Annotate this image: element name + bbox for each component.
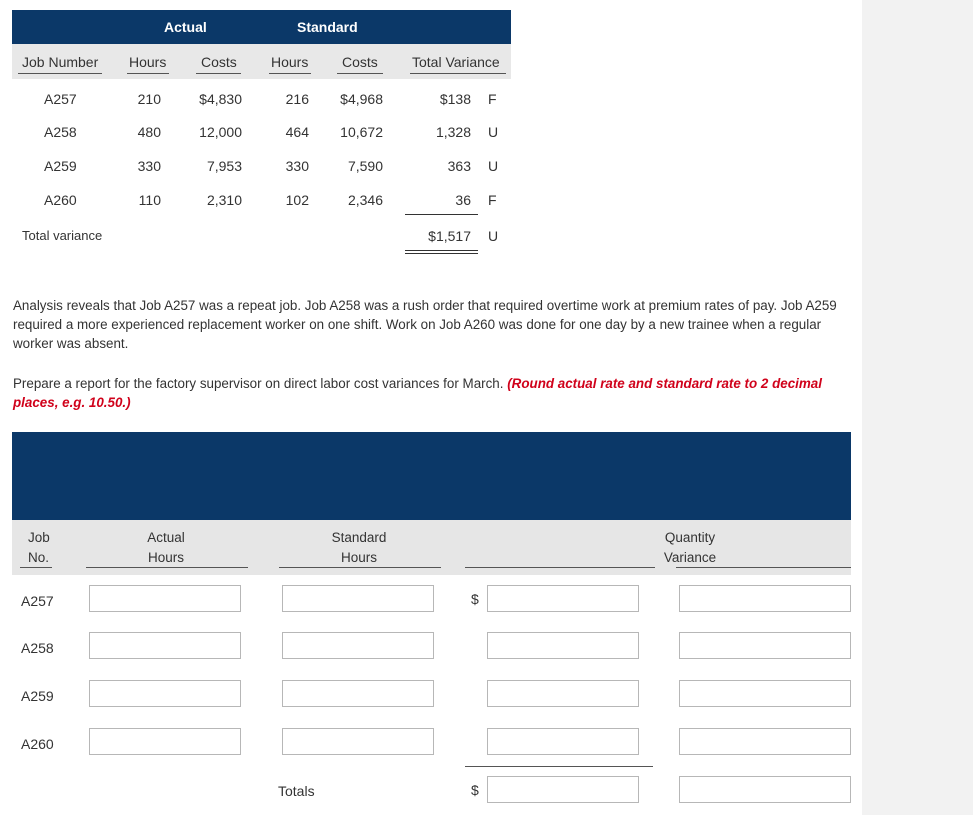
total-variance: 36	[455, 192, 471, 208]
standard-hours: 216	[285, 91, 309, 107]
double-underline	[405, 253, 478, 254]
divider	[20, 567, 52, 568]
right-gutter	[862, 0, 973, 815]
actual-hours: 330	[137, 158, 161, 174]
actual-hours-input[interactable]	[89, 680, 241, 707]
standard-costs: 2,346	[347, 192, 383, 208]
variance-flag: F	[488, 192, 497, 208]
variance-flag: U	[488, 158, 499, 174]
sum-line	[405, 214, 478, 215]
actual-hours-input[interactable]	[89, 728, 241, 755]
top-table-group-header	[12, 10, 511, 44]
divider	[465, 567, 655, 568]
variance-flag-input[interactable]	[679, 680, 851, 707]
col-total-variance: Total Variance	[412, 54, 500, 70]
divider	[127, 73, 169, 74]
col-standard-costs: Costs	[342, 54, 378, 70]
totals-label: Totals	[278, 783, 315, 799]
instruction	[13, 374, 853, 412]
col-job-number: Job Number	[22, 54, 99, 70]
actual-hours-input[interactable]	[89, 632, 241, 659]
col-actual-line2: Hours	[147, 550, 184, 565]
col-job-no-line2: No.	[28, 550, 50, 565]
col-standard-hours-input	[309, 528, 409, 568]
divider	[337, 73, 383, 74]
actual-hours: 480	[137, 124, 161, 140]
standard-hours-input[interactable]	[282, 632, 434, 659]
col-standard-line2: Hours	[340, 550, 377, 565]
total-value: $1,517	[428, 228, 471, 244]
variance-flag-input[interactable]	[679, 728, 851, 755]
total-variance: $138	[439, 91, 471, 107]
job-label: A258	[21, 640, 54, 656]
standard-hours: 464	[285, 124, 309, 140]
divider	[18, 73, 102, 74]
actual-group-header: Actual	[164, 19, 207, 35]
total-variance-flag-input[interactable]	[679, 776, 851, 803]
quantity-variance-input[interactable]	[487, 728, 639, 755]
actual-hours-input[interactable]	[89, 585, 241, 612]
standard-group-header: Standard	[297, 19, 358, 35]
job-label: A259	[21, 688, 54, 704]
actual-costs: 2,310	[206, 192, 242, 208]
quantity-variance-input[interactable]	[487, 585, 639, 612]
col-actual-costs: Costs	[201, 54, 237, 70]
standard-hours-input[interactable]	[282, 728, 434, 755]
actual-costs: $4,830	[199, 91, 242, 107]
total-quantity-variance-input[interactable]	[487, 776, 639, 803]
double-underline	[405, 250, 478, 251]
divider	[269, 73, 311, 74]
job-number: A259	[44, 158, 77, 174]
col-quantity-variance	[640, 528, 740, 568]
instruction-text: Prepare a report for the factory supervisor on direct labor cost variances for March.	[13, 376, 504, 391]
col-quantity-line2: Variance	[663, 550, 717, 565]
totals-sum-line	[465, 766, 653, 767]
divider	[196, 73, 241, 74]
actual-hours: 110	[138, 192, 161, 208]
variance-flag-input[interactable]	[679, 585, 851, 612]
divider	[676, 567, 851, 568]
quantity-variance-input[interactable]	[487, 632, 639, 659]
actual-costs: 7,953	[206, 158, 242, 174]
col-actual-hours-input	[116, 528, 216, 568]
total-variance: 363	[447, 158, 471, 174]
actual-costs: 12,000	[199, 124, 242, 140]
standard-costs: 7,590	[347, 158, 383, 174]
quantity-variance-input[interactable]	[487, 680, 639, 707]
actual-hours: 210	[137, 91, 161, 107]
job-label: A260	[21, 736, 54, 752]
col-quantity-line1: Quantity	[664, 530, 716, 545]
dollar-sign: $	[471, 591, 479, 607]
variance-flag: U	[488, 228, 499, 244]
dollar-sign: $	[471, 782, 479, 798]
job-number: A260	[44, 192, 77, 208]
total-variance: 1,328	[435, 124, 471, 140]
col-actual-line1: Actual	[147, 530, 185, 545]
standard-hours: 102	[285, 192, 309, 208]
col-job-no	[20, 528, 68, 568]
variance-flag: F	[488, 91, 497, 107]
divider	[279, 567, 441, 568]
col-actual-hours: Hours	[129, 54, 167, 70]
col-job-no-line1: Job	[28, 530, 50, 545]
col-standard-line1: Standard	[331, 530, 387, 545]
standard-hours: 330	[285, 158, 309, 174]
col-standard-hours: Hours	[271, 54, 309, 70]
bottom-table-header	[12, 432, 851, 520]
job-number: A257	[44, 91, 77, 107]
standard-costs: $4,968	[340, 91, 383, 107]
standard-costs: 10,672	[340, 124, 383, 140]
variance-flag: U	[488, 124, 499, 140]
standard-hours-input[interactable]	[282, 585, 434, 612]
divider	[410, 73, 506, 74]
standard-hours-input[interactable]	[282, 680, 434, 707]
total-label: Total variance	[22, 228, 103, 243]
divider	[86, 567, 248, 568]
job-label: A257	[21, 593, 54, 609]
rounding-note: (Round actual rate and standard rate to 2 decimal places, e.g. 10.50.)	[13, 376, 822, 410]
variance-flag-input[interactable]	[679, 632, 851, 659]
job-number: A258	[44, 124, 77, 140]
analysis-text: Analysis reveals that Job A257 was a repeat job. Job A258 was a rush order that required overtime work at premium rates of pay. Job A259 required a more experienced replacement worker on one shift. Work on Job A260 was done for one day by a new trainee when a regular worker was absent.	[13, 298, 837, 351]
